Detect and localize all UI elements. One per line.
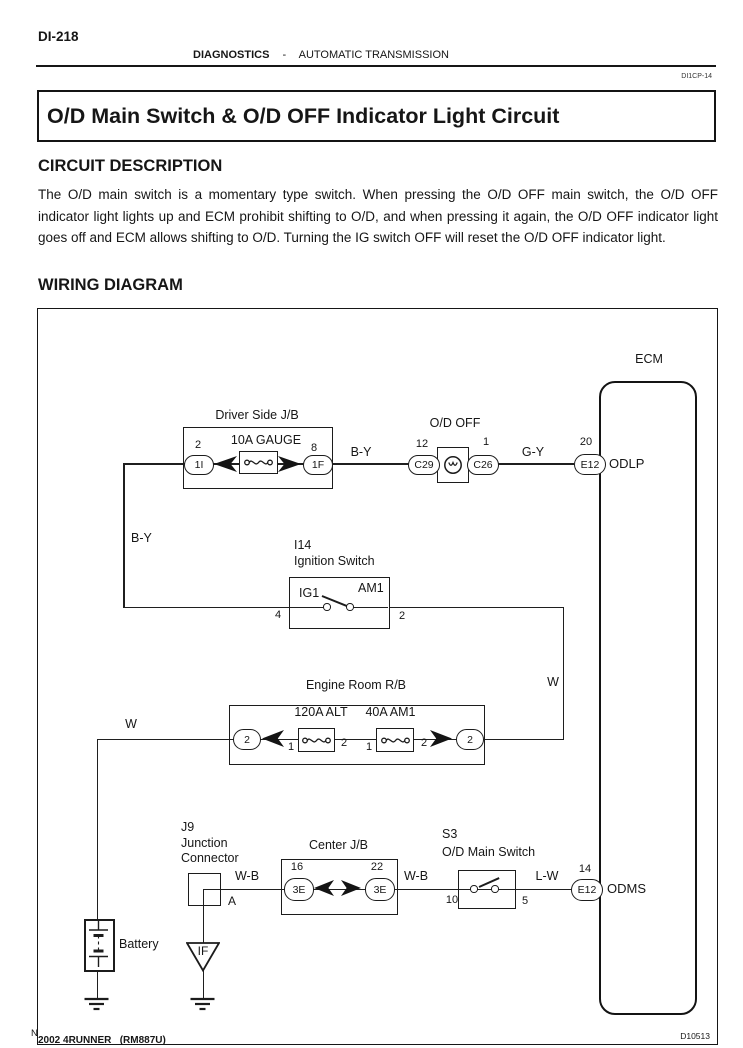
fuse-am1-label: 40A AM1 (365, 705, 416, 719)
pin-label: 20 (579, 436, 593, 448)
connector-c26: C26 (467, 455, 499, 475)
connector-3e-left: 3E (284, 878, 314, 901)
junction-connector-box (188, 873, 221, 906)
connector-1i: 1I (184, 455, 214, 475)
fuse-alt-label: 120A ALT (294, 705, 348, 719)
connector-c29: C29 (408, 455, 440, 475)
pin-label: 1 (287, 741, 295, 753)
terminal-odms: ODMS (607, 881, 646, 896)
pin-label: 22 (370, 861, 384, 873)
battery-icon (84, 919, 115, 972)
ground-icon (84, 997, 109, 1012)
ground-triangle-label: IF (197, 944, 209, 958)
connector-e12-odms: E12 (571, 879, 603, 901)
pin-label: 1 (482, 436, 490, 448)
ignition-switch-code: I14 (294, 538, 312, 552)
pin-label: 2 (398, 610, 406, 622)
pin-label: 2 (340, 737, 348, 749)
pin-label: 4 (274, 609, 282, 621)
wire-segment (352, 607, 388, 609)
ignition-switch-name: Ignition Switch (294, 554, 375, 568)
wire-segment (203, 970, 205, 998)
wire-label-by: B-Y (350, 445, 372, 459)
od-main-switch-box (458, 870, 516, 909)
doc-code: DI1CP-14 (681, 73, 712, 80)
wiring-diagram (37, 308, 718, 1045)
wire-label-by-left: B-Y (131, 531, 152, 545)
header-rule (36, 65, 716, 67)
wire-segment (563, 607, 565, 739)
switch-contact-icon (470, 885, 478, 893)
pin-label: 8 (310, 442, 318, 454)
wire-label-wb2: W-B (403, 869, 429, 883)
pin-label: 16 (290, 861, 304, 873)
ecm-label: ECM (635, 352, 663, 366)
pin-label: 14 (578, 863, 592, 875)
switch-contact-icon (323, 603, 331, 611)
wire-label-gy: G-Y (521, 445, 545, 459)
pin-label: 1 (365, 741, 373, 753)
od-main-switch-code: S3 (442, 827, 458, 841)
fuse-icon (239, 451, 278, 474)
fuse-icon (298, 728, 335, 752)
page-number: DI-218 (38, 29, 79, 44)
ignition-terminal-am1: AM1 (358, 581, 384, 595)
wire-segment (97, 968, 99, 998)
wire-label-wb1: W-B (234, 869, 260, 883)
connector-3e-right: 3E (365, 878, 395, 901)
engine-room-rb-label: Engine Room R/B (305, 678, 407, 692)
connector-2-left: 2 (233, 729, 261, 750)
pin-label: 10 (445, 894, 459, 906)
ground-triangle-icon (186, 942, 220, 972)
switch-contact-icon (346, 603, 354, 611)
junction-connector-code: J9 (181, 820, 195, 834)
header-breadcrumb (36, 49, 606, 62)
connector-2-right: 2 (456, 729, 484, 750)
battery-label: Battery (119, 937, 159, 951)
pin-label: A (227, 894, 236, 908)
wire-segment (123, 463, 125, 608)
pin-label: 5 (521, 895, 529, 907)
header-separator: - (282, 49, 287, 61)
footer-model: 2002 4RUNNER (RM887U) (38, 1035, 166, 1046)
header-section: DIAGNOSTICS (193, 49, 270, 61)
circuit-description-heading: CIRCUIT DESCRIPTION (38, 157, 223, 175)
junction-connector-label (181, 820, 291, 867)
fuse-gauge-label: 10A GAUGE (230, 433, 302, 447)
junction-connector-name2: Connector (181, 851, 239, 865)
ground-icon (190, 997, 215, 1012)
connector-e12-odlp: E12 (574, 454, 606, 475)
fuse-icon (376, 728, 414, 752)
od-main-switch-name: O/D Main Switch (442, 845, 536, 859)
junction-connector-name1: Junction (181, 835, 228, 850)
wiring-diagram-heading: WIRING DIAGRAM (38, 276, 183, 294)
footer-figure-code: D10513 (680, 1031, 710, 1041)
center-jb-label: Center J/B (308, 838, 369, 852)
bulb-icon (437, 447, 469, 483)
page-title: O/D Main Switch & O/D OFF Indicator Light Circuit (47, 103, 560, 128)
circuit-description-text: The O/D main switch is a momentary type switch. When pressing the O/D OFF main switch, the O/D OFF indicator light lights up and ECM prohibit shifting to O/D, and when pressing it again, the O/D OFF indicator light goes off and ECM allows shifting to O/D. Turning the IG switch OFF will reset the O/D OFF indicator light. (38, 187, 718, 245)
wire-segment (97, 739, 99, 919)
od-off-label: O/D OFF (429, 416, 481, 430)
header-subsection: AUTOMATIC TRANSMISSION (298, 49, 449, 61)
ignition-terminal-ig1: IG1 (299, 586, 320, 600)
switch-contact-icon (491, 885, 499, 893)
wire-label-w-left: W (125, 717, 137, 731)
terminal-odlp: ODLP (609, 456, 645, 471)
wire-segment (289, 607, 325, 609)
connector-1f: 1F (303, 455, 333, 475)
wire-label-lw: L-W (535, 869, 559, 883)
pin-label: 2 (194, 439, 202, 451)
ecm-box (599, 381, 697, 1015)
title-box (37, 90, 716, 142)
pin-label: 12 (415, 438, 429, 450)
pin-label: 2 (420, 737, 428, 749)
wire-label-w-right: W (547, 675, 559, 689)
footer-margin-mark: N (31, 1028, 38, 1039)
driver-side-jb-label: Driver Side J/B (215, 408, 299, 422)
